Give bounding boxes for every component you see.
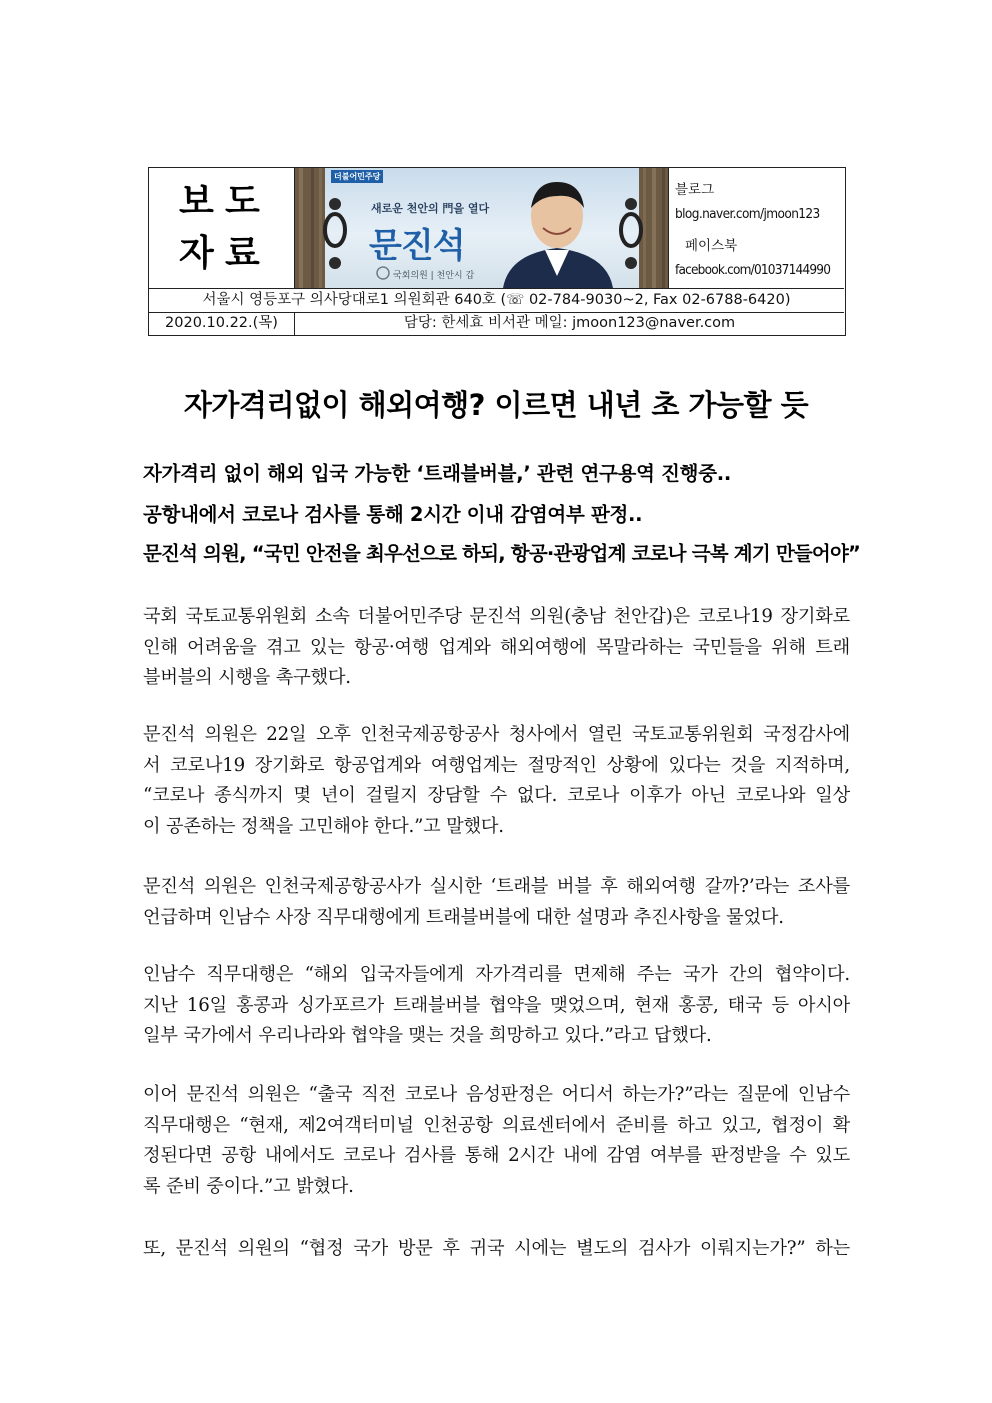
paragraph-4 (143, 960, 850, 1052)
paragraph-line: 서 코로나19 장기화로 항공업계와 여행업계는 절망적인 상황에 있다는 것을 지적하며, (143, 754, 850, 776)
paragraph-2 (143, 720, 850, 842)
party-label: 더불어민주당 (331, 170, 383, 183)
paragraph-line: 국회 국토교통위원회 소속 더불어민주당 문진석 의원(충남 천안갑)은 코로나19 장기화로 (143, 606, 850, 627)
banner-name: 문진석 (369, 226, 465, 266)
paragraph-line: 언급하며 인남수 사장 직무대행에게 트래블버블에 대한 설명과 추진사항을 물었다. (143, 906, 784, 928)
paragraph-3 (143, 872, 850, 933)
blog-link[interactable]: blog.naver.com/jmoon123 (675, 206, 820, 222)
subhead-1: 자가격리 없이 해외 입국 가능한 ‘트래블버블,’ 관련 연구용역 진행중.. (143, 462, 731, 485)
title-char: 도 (225, 181, 260, 222)
paragraph-line: 인남수 직무대행은 “해외 입국자들에게 자가격리를 면제해 주는 국가 간의 협약이다. (143, 964, 850, 985)
paragraph-line: 일부 국가에서 우리나라와 협약을 맺는 것을 희망하고 있다.”라고 답했다. (143, 1025, 712, 1046)
date-staff-row (149, 312, 844, 335)
paragraph-line: 직무대행은 “현재, 제2여객터미널 인천공항 의료센터에서 준비를 하고 있고, 협정이 확 (143, 1114, 850, 1136)
paragraph-1 (143, 602, 850, 694)
press-release-title (149, 168, 295, 288)
banner-slogan: 새로운 천안의 門을 열다 (371, 202, 490, 215)
blog-label: 블로그 (675, 182, 715, 198)
paragraph-line: 록 준비 중이다.”고 밝혔다. (143, 1175, 354, 1197)
headline: 자가격리없이 해외여행? 이르면 내년 초 가능할 듯 (183, 388, 809, 422)
staff-contact: 담당: 한세효 비서관 메일: jmoon123@naver.com (403, 315, 736, 331)
door-knocker-right-icon (621, 198, 641, 269)
paragraph-line: 또, 문진석 의원의 “협정 국가 방문 후 귀국 시에는 별도의 검사가 이뤄지는가?” 하는 (143, 1238, 850, 1259)
subhead-3: 문진석 의원, “국민 안전을 최우선으로 하되, 항공·관광업계 코로나 극복 계기 만들어야” (143, 542, 861, 565)
paragraph-line: 인해 어려움을 겪고 있는 항공·여행 업계와 해외여행에 목말라하는 국민들을 위해 트래 (143, 636, 850, 658)
press-release-header (148, 167, 846, 336)
subhead-2: 공항내에서 코로나 검사를 통해 2시간 이내 감염여부 판정.. (143, 503, 643, 526)
banner-footer: 국회의원 | 천안시 갑 (393, 271, 475, 281)
lawmaker-banner (295, 168, 669, 288)
banner-artwork (295, 168, 669, 288)
paragraph-line: 블버블의 시행을 촉구했다. (143, 667, 351, 688)
contact-info (669, 168, 845, 288)
office-address: 서울시 영등포구 의사당대로1 의원회관 640호 (☏ 02-784-9030~2, Fax 02-6788-6420) (149, 288, 844, 312)
paragraph-6 (143, 1234, 850, 1265)
door-knocker-left-icon (325, 198, 345, 269)
paragraph-line: “코로나 종식까지 몇 년이 걸릴지 장담할 수 없다. 코로나 이후가 아닌 코로나와 일상 (143, 785, 850, 806)
title-char: 보 (179, 181, 214, 222)
paragraph-line: 문진석 의원은 22일 오후 인천국제공항공사 청사에서 열린 국토교통위원회 국정감사에 (143, 724, 850, 745)
paragraph-5 (143, 1080, 850, 1202)
paragraph-line: 문진석 의원은 인천국제공항공사가 실시한 ‘트래블 버블 후 해외여행 갈까?’라는 조사를 (143, 876, 850, 897)
paragraph-line: 이어 문진석 의원은 “출국 직전 코로나 음성판정은 어디서 하는가?”라는 질문에 인남수 (143, 1084, 850, 1105)
paragraph-line: 정된다면 공항 내에서도 코로나 검사를 통해 2시간 내에 감염 여부를 판정받을 수 있도 (143, 1145, 850, 1166)
facebook-label: 페이스북 (685, 238, 738, 254)
paragraph-line: 이 공존하는 정책을 고민해야 한다.”고 말했다. (143, 815, 504, 837)
title-char: 자 (179, 233, 214, 274)
release-date: 2020.10.22.(목) (149, 313, 295, 335)
lawmaker-portrait-icon (503, 182, 613, 288)
title-char: 료 (225, 233, 260, 274)
facebook-link[interactable]: facebook.com/01037144990 (675, 262, 831, 278)
paragraph-line: 지난 16일 홍콩과 싱가포르가 트래블버블 협약을 맺었으며, 현재 홍콩, 태국 등 아시아 (143, 994, 850, 1016)
